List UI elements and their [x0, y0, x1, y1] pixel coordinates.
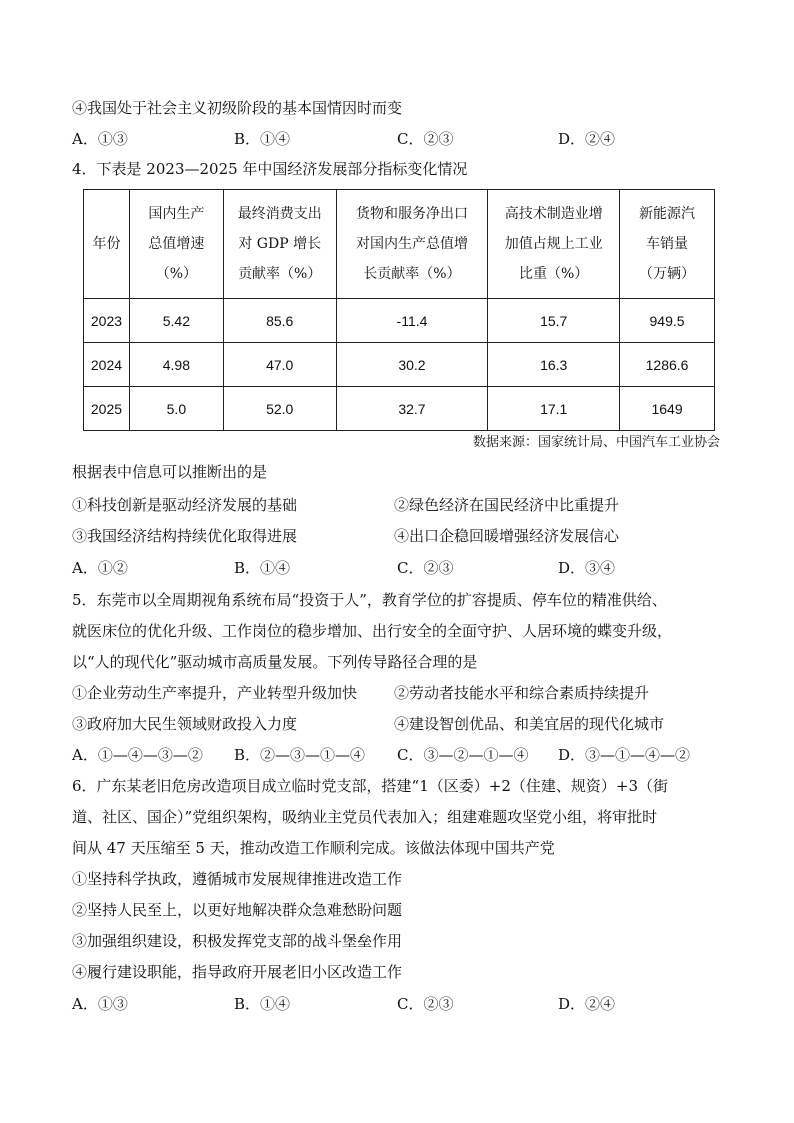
- q3-option-c: C．②③: [397, 130, 454, 148]
- table-header-row: [84, 190, 715, 299]
- q6-option-c: C．②③: [397, 995, 454, 1013]
- q3-statement-4: ④我国处于社会主义初级阶段的基本国情因时而变: [72, 99, 403, 117]
- q4-statement-1: ①科技创新是驱动经济发展的基础: [72, 496, 298, 514]
- q6-stem-line-3: 间从 47 天压缩至 5 天，推动改造工作顺利完成。该做法体现中国共产党: [72, 839, 555, 857]
- cell-nev: 1649: [620, 387, 715, 431]
- q4-statement-3: ③我国经济结构持续优化取得进展: [72, 527, 298, 545]
- q4-data-table: [83, 189, 715, 431]
- cell-gdp-growth: 5.42: [129, 299, 223, 343]
- q4-option-b: B．①④: [234, 559, 291, 577]
- cell-gdp-growth: 5.0: [129, 387, 223, 431]
- q5-stem-line-2: 就医床位的优化升级、工作岗位的稳步增加、出行安全的全面守护、人居环境的蝶变升级，: [72, 622, 673, 640]
- q5-stem-line-3: 以“人的现代化”驱动城市高质量发展。下列传导路径合理的是: [72, 653, 478, 671]
- cell-nev: 949.5: [620, 299, 715, 343]
- q4-stem: 4．下表是 2023—2025 年中国经济发展部分指标变化情况: [72, 160, 468, 178]
- header-year: 年份: [84, 190, 130, 299]
- cell-net-export: 30.2: [336, 343, 488, 387]
- q6-statement-2: ②坚持人民至上，以更好地解决群众急难愁盼问题: [72, 901, 403, 919]
- q4-option-c: C．②③: [397, 559, 454, 577]
- q3-option-a: A．①③: [72, 130, 128, 148]
- cell-year: 2023: [84, 299, 130, 343]
- cell-consumption: 47.0: [223, 343, 336, 387]
- q5-option-d: D．③—①—④—②: [558, 746, 691, 764]
- cell-hightech: 16.3: [488, 343, 620, 387]
- q4-option-a: A．①②: [72, 559, 128, 577]
- cell-consumption: 85.6: [223, 299, 336, 343]
- q3-option-d: D．②④: [558, 130, 616, 148]
- q4-option-d: D．③④: [558, 559, 616, 577]
- header-gdp-growth: 国内生产 总值增速 （%）: [129, 190, 223, 299]
- q5-statement-4: ④建设智创优品、和美宜居的现代化城市: [394, 715, 665, 733]
- q4-prompt: 根据表中信息可以推断出的是: [72, 463, 268, 481]
- q6-statement-1: ①坚持科学执政，遵循城市发展规律推进改造工作: [72, 870, 403, 888]
- cell-hightech: 17.1: [488, 387, 620, 431]
- cell-hightech: 15.7: [488, 299, 620, 343]
- q5-option-c: C．③—②—①—④: [397, 746, 529, 764]
- q5-statement-2: ②劳动者技能水平和综合素质持续提升: [394, 684, 650, 702]
- table-source-note: 数据来源：国家统计局、中国汽车工业协会: [472, 435, 720, 450]
- header-net-export-contribution: 货物和服务净出口 对国内生产总值增 长贡献率（%）: [336, 190, 488, 299]
- q6-option-b: B．①④: [234, 995, 291, 1013]
- cell-gdp-growth: 4.98: [129, 343, 223, 387]
- header-consumption-contribution: 最终消费支出 对 GDP 增长 贡献率（%）: [223, 190, 336, 299]
- cell-net-export: 32.7: [336, 387, 488, 431]
- q5-stem-line-1: 5．东莞市以全周期视角系统布局“投资于人”，教育学位的扩容提质、停车位的精准供给、: [72, 591, 667, 609]
- table-row: [84, 387, 715, 431]
- cell-year: 2024: [84, 343, 130, 387]
- q6-stem-line-2: 道、社区、国企）”党组织架构，吸纳业主党员代表加入；组建难题攻坚党小组，将审批时: [72, 808, 658, 826]
- table-row: [84, 343, 715, 387]
- q4-statement-2: ②绿色经济在国民经济中比重提升: [394, 496, 620, 514]
- q6-statement-4: ④履行建设职能，指导政府开展老旧小区改造工作: [72, 963, 403, 981]
- cell-nev: 1286.6: [620, 343, 715, 387]
- q3-option-b: B．①④: [234, 130, 291, 148]
- q6-option-a: A．①③: [72, 995, 128, 1013]
- q6-stem-line-1: 6．广东某老旧危房改造项目成立临时党支部，搭建“1（区委）+2（住建、规资）+3（街: [72, 777, 668, 795]
- q5-option-b: B．②—③—①—④: [234, 746, 366, 764]
- q6-statement-3: ③加强组织建设，积极发挥党支部的战斗堡垒作用: [72, 932, 403, 950]
- cell-net-export: -11.4: [336, 299, 488, 343]
- q6-option-d: D．②④: [558, 995, 616, 1013]
- table-row: [84, 299, 715, 343]
- header-hightech-share: 高技术制造业增 加值占规上工业 比重（%）: [488, 190, 620, 299]
- q5-option-a: A．①—④—③—②: [72, 746, 203, 764]
- cell-year: 2025: [84, 387, 130, 431]
- q4-statement-4: ④出口企稳回暖增强经济发展信心: [394, 527, 620, 545]
- q5-statement-3: ③政府加大民生领域财政投入力度: [72, 715, 298, 733]
- header-nev-sales: 新能源汽 车销量 （万辆）: [620, 190, 715, 299]
- cell-consumption: 52.0: [223, 387, 336, 431]
- q5-statement-1: ①企业劳动生产率提升，产业转型升级加快: [72, 684, 358, 702]
